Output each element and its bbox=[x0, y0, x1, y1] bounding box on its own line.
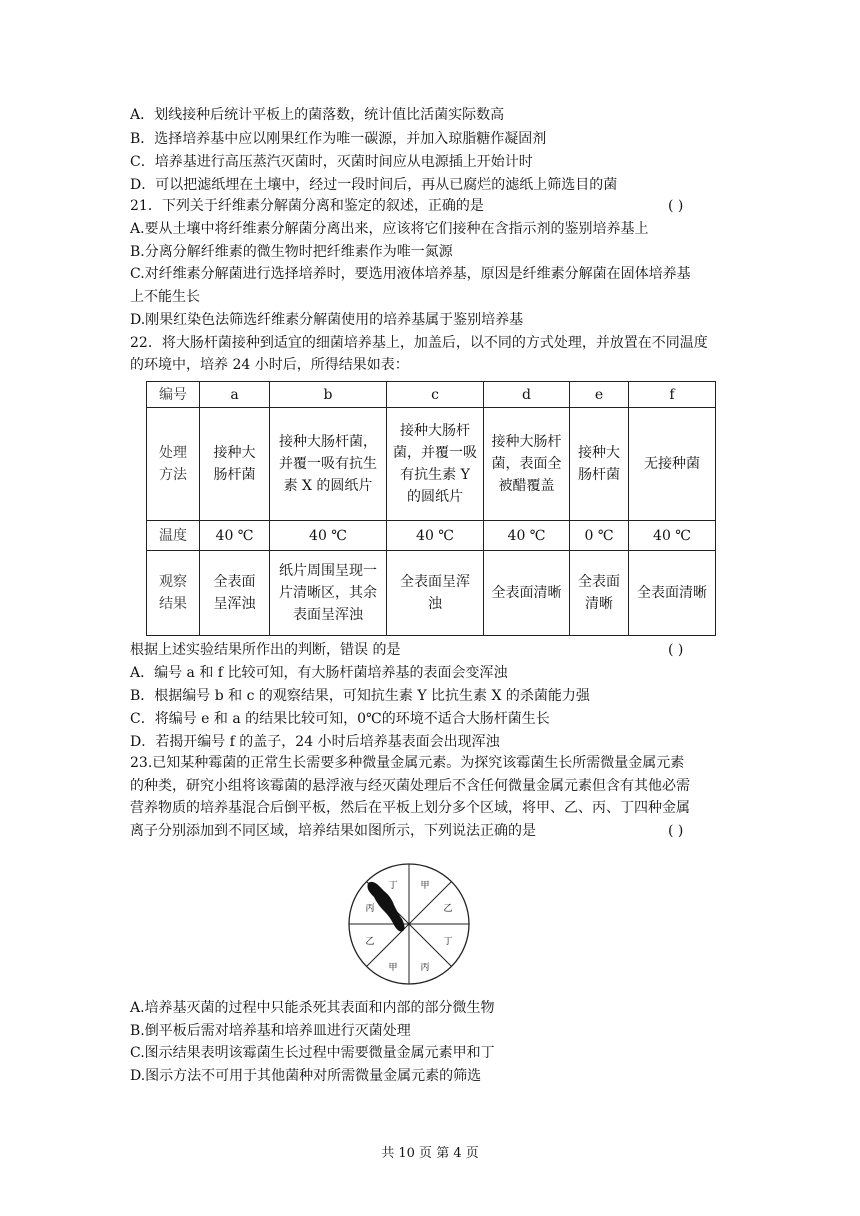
treat-cell-a: 接种大 肠杆菌 bbox=[200, 408, 270, 521]
q22-judge: 根据上述实验结果所作出的判断，错误 的是 bbox=[130, 642, 401, 658]
result-cell-f: 全表面清晰 bbox=[629, 551, 716, 636]
result-cell-a: 全表面 呈浑浊 bbox=[200, 551, 270, 636]
header-cell-d: d bbox=[484, 382, 570, 408]
result-cell-d: 全表面清晰 bbox=[484, 551, 570, 636]
result-cell-e: 全表面 清晰 bbox=[570, 551, 629, 636]
temp-cell-e: 0 ℃ bbox=[570, 521, 629, 551]
q21-stem: 21．下列关于纤维素分解菌分离和鉴定的叙述，正确的是 bbox=[130, 198, 484, 214]
page-footer: 共 10 页 第 4 页 bbox=[381, 1146, 479, 1161]
q20-option-d: D．可以把滤纸埋在土壤中，经过一段时间后，再从已腐烂的滤纸上筛选目的菌 bbox=[130, 177, 618, 193]
q21-option-c-cont: 上不能生长 bbox=[130, 289, 200, 305]
q22-option-b: B．根据编号 b 和 c 的观察结果，可知抗生素 Y 比抗生素 X 的杀菌能力强 bbox=[130, 688, 590, 704]
treat-cell-f: 无接种菌 bbox=[629, 408, 716, 521]
row-label-result: 观察 结果 bbox=[147, 551, 200, 636]
header-cell-f: f bbox=[629, 382, 716, 408]
q21-option-b: B.分离分解纤维素的微生物时把纤维素作为唯一氮源 bbox=[130, 244, 453, 260]
header-cell-e: e bbox=[570, 382, 629, 408]
sector-label: 丙 bbox=[365, 904, 375, 914]
temp-cell-d: 40 ℃ bbox=[484, 521, 570, 551]
temp-cell-b: 40 ℃ bbox=[270, 521, 387, 551]
treat-cell-b: 接种大肠杆菌， 并覆一吸有抗生 素 X 的圆纸片 bbox=[270, 408, 387, 521]
results-table bbox=[146, 381, 716, 636]
sector-label: 丁 bbox=[443, 937, 453, 947]
q23-option-d: D.图示方法不可用于其他菌种对所需微量金属元素的筛选 bbox=[130, 1068, 482, 1084]
q22-option-c: C．将编号 e 和 a 的结果比较可知，0℃的环境不适合大肠杆菌生长 bbox=[130, 711, 550, 727]
sector-label: 乙 bbox=[365, 937, 375, 947]
treat-cell-c: 接种大肠杆 菌，并覆一吸 有抗生素 Y 的圆纸片 bbox=[387, 408, 484, 521]
sector-label: 丁 bbox=[388, 881, 398, 891]
q21-answer-paren: ( ) bbox=[668, 198, 684, 214]
q22-answer-paren: ( ) bbox=[668, 642, 684, 658]
q23-stem-line1: 23.已知某种霉菌的正常生长需要多种微量金属元素。为探究该霉菌生长所需微量金属元素 bbox=[130, 755, 685, 771]
table-row-treatment bbox=[147, 408, 716, 521]
treat-cell-d: 接种大肠杆 菌，表面全 被醋覆盖 bbox=[484, 408, 570, 521]
q20-option-a: A．划线接种后统计平板上的菌落数，统计值比活菌实际数高 bbox=[130, 107, 505, 123]
q21-option-d: D.刚果红染色法筛选纤维素分解菌使用的培养基属于鉴别培养基 bbox=[130, 312, 524, 328]
q20-option-b: B．选择培养基中应以刚果红作为唯一碳源，并加入琼脂糖作凝固剂 bbox=[130, 131, 547, 147]
result-cell-c: 全表面呈浑 浊 bbox=[387, 551, 484, 636]
table-row-temperature bbox=[147, 521, 716, 551]
sector-label: 乙 bbox=[443, 904, 453, 914]
q23-option-a: A.培养基灭菌的过程中只能杀死其表面和内部的部分微生物 bbox=[130, 1000, 495, 1016]
q20-option-c: C．培养基进行高压蒸汽灭菌时，灭菌时间应从电源插上开始计时 bbox=[130, 154, 533, 170]
q22-option-a: A．编号 a 和 f 比较可知，有大肠杆菌培养基的表面会变浑浊 bbox=[130, 665, 508, 681]
q23-option-c: C.图示结果表明该霉菌生长过程中需要微量金属元素甲和丁 bbox=[130, 1045, 495, 1061]
q23-stem-line4: 离子分别添加到不同区域，培养结果如图所示，下列说法正确的是 bbox=[130, 823, 536, 839]
q22-stem-line2: 的环境中，培养 24 小时后，所得结果如表： bbox=[130, 357, 409, 373]
petri-dish-diagram bbox=[346, 861, 472, 987]
table-row-result bbox=[147, 551, 716, 636]
temp-cell-c: 40 ℃ bbox=[387, 521, 484, 551]
q23-stem-line2: 的种类，研究小组将该霉菌的悬浮液与经灭菌处理后不含任何微量金属元素但含有其他必需 bbox=[130, 778, 690, 794]
row-label-temperature: 温度 bbox=[147, 521, 200, 551]
header-cell-a: a bbox=[200, 382, 270, 408]
header-cell-id: 编号 bbox=[147, 382, 200, 408]
q21-option-a: A.要从土壤中将纤维素分解菌分离出来，应该将它们接种在含指示剂的鉴别培养基上 bbox=[130, 221, 649, 237]
q23-option-b: B.倒平板后需对培养基和培养皿进行灭菌处理 bbox=[130, 1023, 411, 1039]
q21-option-c: C.对纤维素分解菌进行选择培养时，要选用液体培养基，原因是纤维素分解菌在固体培养基 bbox=[130, 266, 691, 282]
header-cell-b: b bbox=[270, 382, 387, 408]
row-label-treatment: 处理 方法 bbox=[147, 408, 200, 521]
header-cell-c: c bbox=[387, 382, 484, 408]
temp-cell-f: 40 ℃ bbox=[629, 521, 716, 551]
sector-label: 甲 bbox=[388, 963, 398, 973]
q22-stem-line1: 22．将大肠杆菌接种到适宜的细菌培养基上，加盖后，以不同的方式处理，并放置在不同温度 bbox=[130, 335, 708, 351]
table-header-row bbox=[147, 382, 716, 408]
treat-cell-e: 接种大 肠杆菌 bbox=[570, 408, 629, 521]
q23-stem-line3: 营养物质的培养基混合后倒平板，然后在平板上划分多个区域，将甲、乙、丙、丁四种金属 bbox=[130, 800, 690, 816]
temp-cell-a: 40 ℃ bbox=[200, 521, 270, 551]
sector-label: 甲 bbox=[420, 881, 430, 891]
sector-label: 丙 bbox=[420, 963, 430, 973]
q23-answer-paren: ( ) bbox=[668, 823, 684, 839]
result-cell-b: 纸片周围呈现一 片清晰区，其余 表面呈浑浊 bbox=[270, 551, 387, 636]
q22-option-d: D．若揭开编号 f 的盖子，24 小时后培养基表面会出现浑浊 bbox=[130, 734, 500, 750]
